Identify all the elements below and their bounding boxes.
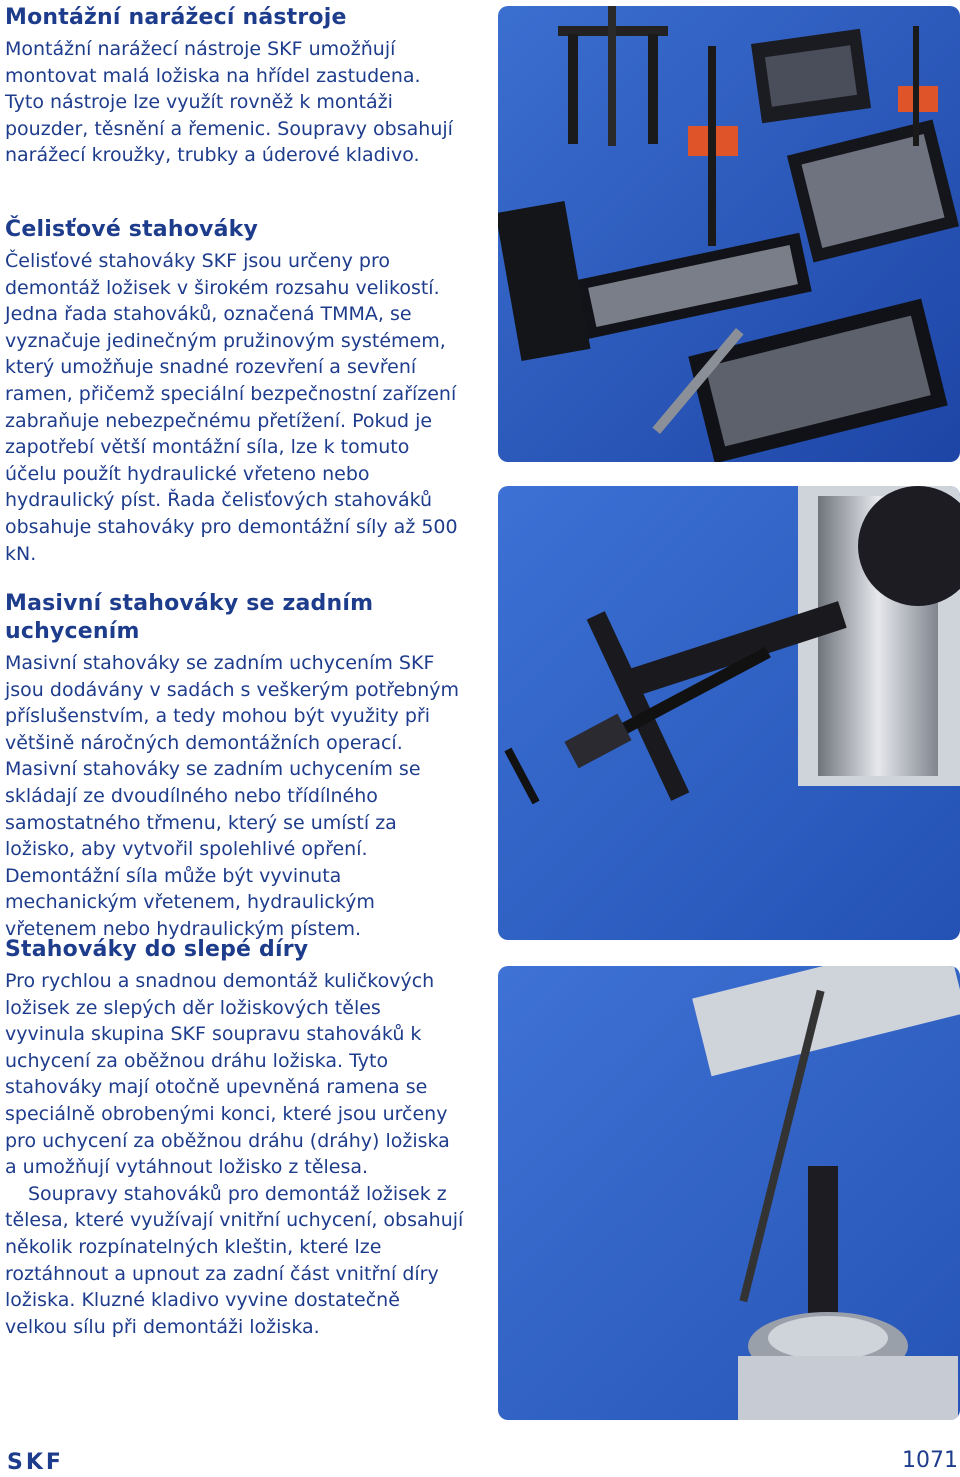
section-title: Masivní stahováky se zadním uchycením — [5, 591, 374, 644]
section-paragraph: Čelisťové stahováky SKF jsou určeny pro demontáž ložisek v širokém rozsahu velikostí. Jedna řada stahováků, označená TMMA, se vyznačuje jedinečným pružinovým systémem, který umožňuje snadné rozevření a sevření ramen, přičemž speciální bezpečnostní zařízení zabraňuje nebezpečnému přetížení. Pokud je zapotřebí větší montážní síla, lze k tomuto účelu použít hydraulické vřeteno nebo hydraulický píst. Řada čelisťových stahováků obsahuje stahováky pro demontážní síly až 500 kN. — [5, 250, 458, 565]
section-title: Montážní narážecí nástroje — [5, 5, 347, 30]
svg-text:SKF: SKF — [7, 1450, 64, 1472]
section-title: Čelisťové stahováky — [5, 217, 258, 242]
section-paragraph: Masivní stahováky se zadním uchycením SKF jsou dodávány v sadách s veškerým potřebným příslušenstvím, a tedy mohou být využity při většině náročných demontážních operací. Masivní stahováky se zadním uchycením se skládají ze dvoudílného nebo třídílného samostatného třmenu, který se umístí za ložisko, aby vytvořil spolehlivé opření. Demontážní síla může být vyvinuta mechanickým vřetenem, hydraulickým vřetenem nebo hydraulickým pístem. — [5, 652, 460, 940]
section-mounting-tools — [5, 4, 465, 169]
section-title: Stahováky do slepé díry — [5, 937, 309, 962]
section-paragraph: Soupravy stahováků pro demontáž ložisek z tělesa, které využívají vnitřní uchycení, obsahují několik rozpínatelných kleštin, které lze roztáhnout a upnout za zadní část vnitřní díry ložiska. Kluzné kladivo vyvine dostatečně velkou sílu při demontáži ložiska. — [5, 1182, 464, 1338]
section-jaw-pullers — [5, 216, 465, 567]
photo-blind-housing-puller — [498, 966, 960, 1420]
section-paragraph: Montážní narážecí nástroje SKF umožňují montovat malá ložiska na hřídel zastudena. Tyto nástroje lze využít rovněž k montáži pouzder, těsnění a řemenic. Soupravy obsahují narážecí kroužky, trubky a úderové kladivo. — [5, 38, 453, 167]
section-strong-back-pullers — [5, 590, 465, 943]
section-blind-housing-pullers — [5, 936, 465, 1340]
section-paragraph: Pro rychlou a snadnou demontáž kuličkových ložisek ze slepých děr ložiskových těles vyvinula skupina SKF soupravu stahováků k uchycení za oběžnou dráhu ložiska. Tyto stahováky mají otočně upevněná ramena se speciálně obrobenými konci, které jsou určeny pro uchycení za oběžnou dráhu (dráhy) ložiska a umožňují vytáhnout ložisko z tělesa. — [5, 970, 450, 1179]
photo-puller-sets — [498, 6, 960, 462]
skf-logo — [5, 1450, 85, 1476]
page-number: 1071 — [902, 1448, 958, 1473]
skf-logo-icon — [5, 1450, 85, 1472]
photo-strong-back-puller — [498, 486, 960, 940]
